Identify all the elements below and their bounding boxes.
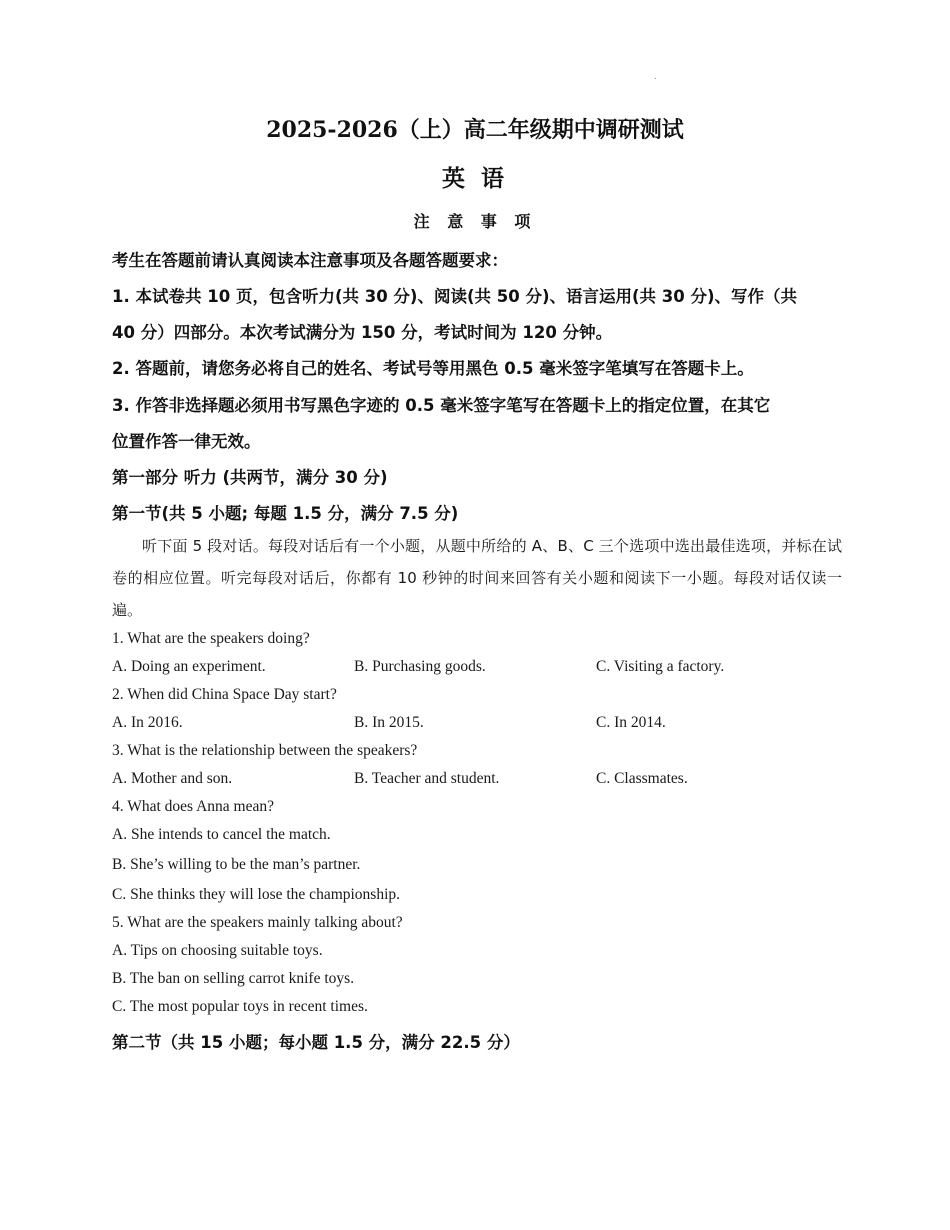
- section-1-instructions: 听下面 5 段对话。每段对话后有一个小题，从题中所给的 A、B、C 三个选项中选出最佳选项，并标在试卷的相应位置。听完每段对话后，你都有 10 秒钟的时间来回答有关小题和阅读下一小题。每段对话仅读一遍。: [112, 537, 842, 619]
- question-4-stem: 4. What does Anna mean?: [112, 798, 274, 815]
- question-2-option-b: B. In 2015.: [354, 714, 424, 731]
- notice-item-3-line-1: 3. 作答非选择题必须用书写黑色字迹的 0.5 毫米签字笔写在答题卡上的指定位置，在其它: [112, 396, 771, 415]
- question-1-stem: 1. What are the speakers doing?: [112, 630, 310, 647]
- question-4-option-a: A. She intends to cancel the match.: [112, 826, 331, 843]
- section-2-heading: 第二节（共 15 小题；每小题 1.5 分，满分 22.5 分）: [112, 1033, 520, 1052]
- question-2-option-a: A. In 2016.: [112, 714, 183, 731]
- question-3-option-a: A. Mother and son.: [112, 770, 233, 787]
- notice-item-1-line-2: 40 分）四部分。本次考试满分为 150 分，考试时间为 120 分钟。: [112, 323, 613, 342]
- part-1-heading: 第一部分 听力 (共两节，满分 30 分): [112, 468, 388, 487]
- question-4-option-b: B. She’s willing to be the man’s partner.: [112, 856, 361, 873]
- question-3-option-b: B. Teacher and student.: [354, 770, 500, 787]
- question-3-option-c: C. Classmates.: [596, 770, 688, 787]
- exam-title: 2025-2026（上）高二年级期中调研测试: [266, 117, 684, 143]
- question-3-stem: 3. What is the relationship between the speakers?: [112, 742, 418, 759]
- question-2-option-c: C. In 2014.: [596, 714, 666, 731]
- question-1-option-b: B. Purchasing goods.: [354, 658, 486, 675]
- notice-item-3-line-2: 位置作答一律无效。: [112, 432, 261, 451]
- notice-item-1-line-1: 1. 本试卷共 10 页，包含听力(共 30 分)、阅读(共 50 分)、语言运用(共 30 分)、写作（共: [112, 287, 798, 306]
- section-1-heading: 第一节(共 5 小题; 每题 1.5 分，满分 7.5 分): [112, 504, 459, 523]
- notice-item-2: 2. 答题前，请您务必将自己的姓名、考试号等用黑色 0.5 毫米签字笔填写在答题卡上。: [112, 359, 754, 378]
- question-4-option-c: C. She thinks they will lose the championship.: [112, 886, 401, 903]
- question-5-option-c: C. The most popular toys in recent times.: [112, 998, 368, 1015]
- notice-heading: 注 意 事 项: [413, 212, 537, 231]
- question-5-stem: 5. What are the speakers mainly talking about?: [112, 914, 403, 931]
- question-1-option-a: A. Doing an experiment.: [112, 658, 266, 675]
- question-5-option-b: B. The ban on selling carrot knife toys.: [112, 970, 355, 987]
- corner-mark: .: [654, 72, 657, 81]
- subject-title: 英 语: [441, 166, 508, 192]
- question-5-option-a: A. Tips on choosing suitable toys.: [112, 942, 323, 959]
- notice-intro: 考生在答题前请认真阅读本注意事项及各题答题要求：: [112, 251, 508, 270]
- question-2-stem: 2. When did China Space Day start?: [112, 686, 337, 703]
- question-1-option-c: C. Visiting a factory.: [596, 658, 725, 675]
